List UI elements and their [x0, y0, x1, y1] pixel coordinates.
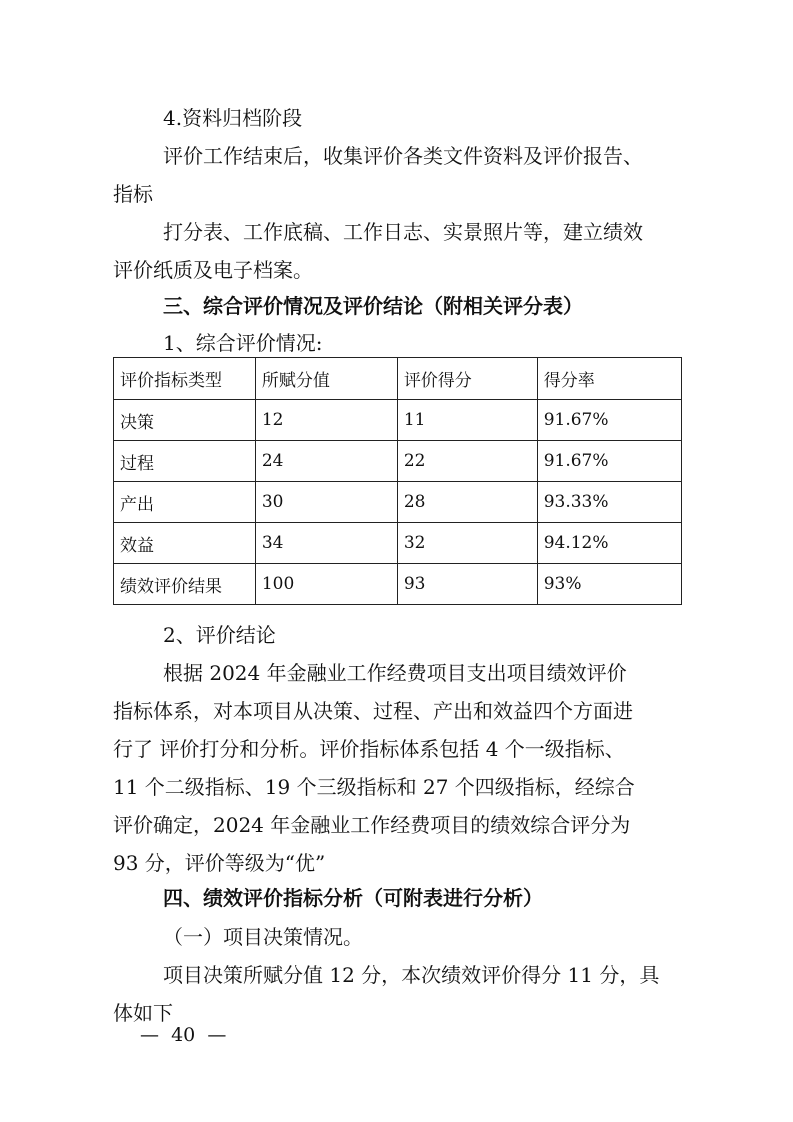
table-header-cell: 评价得分 — [397, 358, 537, 400]
project-decision-line: 体如下 — [113, 1001, 173, 1025]
archive-paragraph-line: 评价工作结束后，收集评价各类文件资料及评价报告、 — [163, 144, 643, 168]
project-decision-line: 项目决策所赋分值 12 分，本次绩效评价得分 11 分，具 — [163, 963, 660, 987]
table-row — [114, 523, 682, 564]
table-cell: 93 — [397, 564, 537, 605]
archive-paragraph-line: 评价纸质及电子档案。 — [113, 258, 313, 282]
table-row — [114, 564, 682, 605]
project-decision-heading: （一）项目决策情况。 — [163, 925, 363, 949]
page-number: — 40 — — [140, 1024, 227, 1046]
table-header-cell: 评价指标类型 — [114, 358, 256, 400]
table-cell: 22 — [397, 441, 537, 482]
table-cell: 绩效评价结果 — [114, 564, 256, 605]
table-cell: 94.12% — [537, 523, 681, 564]
table-cell: 过程 — [114, 441, 256, 482]
table-cell: 93% — [537, 564, 681, 605]
section3-heading: 三、综合评价情况及评价结论（附相关评分表） — [163, 294, 583, 318]
archive-paragraph-line: 指标 — [113, 182, 153, 206]
table-header-row — [114, 358, 682, 400]
table-row — [114, 482, 682, 523]
table-cell: 91.67% — [537, 441, 681, 482]
table-cell: 效益 — [114, 523, 256, 564]
table-cell: 30 — [255, 482, 397, 523]
table-row — [114, 400, 682, 441]
conclusion-line: 行了 评价打分和分析。评价指标体系包括 4 个一级指标、 — [113, 737, 625, 761]
table-cell: 24 — [255, 441, 397, 482]
table-row — [114, 441, 682, 482]
table-cell: 93.33% — [537, 482, 681, 523]
archive-paragraph-line: 打分表、工作底稿、工作日志、实景照片等，建立绩效 — [163, 220, 643, 244]
table-cell: 32 — [397, 523, 537, 564]
table-cell: 产出 — [114, 482, 256, 523]
conclusion-line: 93 分，评价等级为“优” — [113, 851, 326, 875]
table-cell: 决策 — [114, 400, 256, 441]
conclusion-line: 根据 2024 年金融业工作经费项目支出项目绩效评价 — [163, 661, 627, 685]
table-cell: 12 — [255, 400, 397, 441]
section4-heading: 四、绩效评价指标分析（可附表进行分析） — [163, 886, 543, 910]
table-cell: 100 — [255, 564, 397, 605]
conclusion-line: 评价确定，2024 年金融业工作经费项目的绩效综合评分为 — [113, 813, 631, 837]
table-cell: 28 — [397, 482, 537, 523]
table-header-cell: 得分率 — [537, 358, 681, 400]
archive-heading: 4.资料归档阶段 — [163, 106, 303, 130]
score-table — [113, 357, 682, 605]
conclusion-heading: 2、评价结论 — [163, 623, 276, 647]
table-cell: 11 — [397, 400, 537, 441]
conclusion-line: 11 个二级指标、19 个三级指标和 27 个四级指标，经综合 — [113, 775, 635, 799]
comprehensive-evaluation-heading: 1、综合评价情况: — [163, 331, 323, 355]
table-header-cell: 所赋分值 — [255, 358, 397, 400]
table-cell: 34 — [255, 523, 397, 564]
table-cell: 91.67% — [537, 400, 681, 441]
conclusion-line: 指标体系，对本项目从决策、过程、产出和效益四个方面进 — [113, 699, 633, 723]
